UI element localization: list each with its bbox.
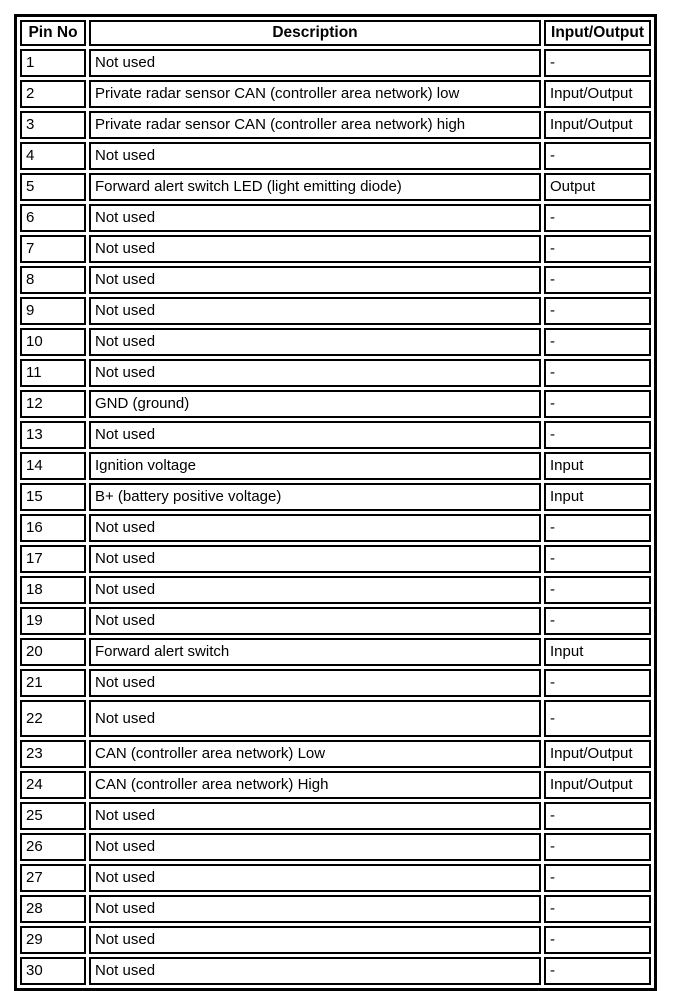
input-output-cell: - — [544, 421, 651, 449]
description-cell: Not used — [89, 421, 541, 449]
input-output-cell: - — [544, 49, 651, 77]
pin-no-cell: 25 — [20, 802, 86, 830]
pin-no-cell: 18 — [20, 576, 86, 604]
header-row — [20, 20, 651, 46]
pin-no-cell: 15 — [20, 483, 86, 511]
pin-no-cell: 21 — [20, 669, 86, 697]
description-cell: Not used — [89, 669, 541, 697]
table-row — [20, 638, 651, 666]
table-row — [20, 771, 651, 799]
table-row — [20, 700, 651, 737]
pin-no-cell: 5 — [20, 173, 86, 201]
description-cell: GND (ground) — [89, 390, 541, 418]
header-description: Description — [89, 20, 541, 46]
input-output-cell: - — [544, 833, 651, 861]
table-row — [20, 111, 651, 139]
header-pin-no: Pin No — [20, 20, 86, 46]
description-cell: Not used — [89, 802, 541, 830]
pin-no-cell: 7 — [20, 235, 86, 263]
table-row — [20, 483, 651, 511]
input-output-cell: Input — [544, 638, 651, 666]
description-cell: Not used — [89, 833, 541, 861]
description-cell: CAN (controller area network) High — [89, 771, 541, 799]
pinout-table — [14, 14, 657, 991]
pin-no-cell: 1 — [20, 49, 86, 77]
description-cell: Not used — [89, 297, 541, 325]
description-cell: Private radar sensor CAN (controller area network) low — [89, 80, 541, 108]
description-cell: Not used — [89, 607, 541, 635]
pin-no-cell: 24 — [20, 771, 86, 799]
description-cell: Not used — [89, 576, 541, 604]
table-row — [20, 80, 651, 108]
input-output-cell: Input/Output — [544, 740, 651, 768]
table-row — [20, 297, 651, 325]
input-output-cell: - — [544, 895, 651, 923]
table-row — [20, 359, 651, 387]
pin-no-cell: 17 — [20, 545, 86, 573]
table-row — [20, 452, 651, 480]
description-cell: Not used — [89, 359, 541, 387]
table-row — [20, 390, 651, 418]
description-cell: CAN (controller area network) Low — [89, 740, 541, 768]
pin-no-cell: 10 — [20, 328, 86, 356]
description-cell: B+ (battery positive voltage) — [89, 483, 541, 511]
input-output-cell: - — [544, 700, 651, 737]
input-output-cell: - — [544, 390, 651, 418]
table-row — [20, 895, 651, 923]
input-output-cell: - — [544, 297, 651, 325]
pinout-table-body — [20, 49, 651, 985]
pin-no-cell: 30 — [20, 957, 86, 985]
table-row — [20, 49, 651, 77]
table-row — [20, 926, 651, 954]
input-output-cell: - — [544, 204, 651, 232]
input-output-cell: - — [544, 514, 651, 542]
table-row — [20, 740, 651, 768]
pin-no-cell: 26 — [20, 833, 86, 861]
description-cell: Not used — [89, 700, 541, 737]
table-row — [20, 576, 651, 604]
table-row — [20, 545, 651, 573]
description-cell: Not used — [89, 864, 541, 892]
input-output-cell: - — [544, 266, 651, 294]
input-output-cell: - — [544, 802, 651, 830]
table-row — [20, 833, 651, 861]
description-cell: Not used — [89, 328, 541, 356]
description-cell: Not used — [89, 895, 541, 923]
table-row — [20, 328, 651, 356]
pin-no-cell: 23 — [20, 740, 86, 768]
header-input-output: Input/Output — [544, 20, 651, 46]
pin-no-cell: 20 — [20, 638, 86, 666]
input-output-cell: Input/Output — [544, 771, 651, 799]
pin-no-cell: 13 — [20, 421, 86, 449]
table-row — [20, 421, 651, 449]
input-output-cell: - — [544, 926, 651, 954]
pin-no-cell: 19 — [20, 607, 86, 635]
description-cell: Not used — [89, 957, 541, 985]
pin-no-cell: 11 — [20, 359, 86, 387]
input-output-cell: - — [544, 359, 651, 387]
pin-no-cell: 14 — [20, 452, 86, 480]
description-cell: Not used — [89, 235, 541, 263]
input-output-cell: - — [544, 576, 651, 604]
table-row — [20, 669, 651, 697]
pin-no-cell: 6 — [20, 204, 86, 232]
input-output-cell: Input/Output — [544, 111, 651, 139]
pin-no-cell: 12 — [20, 390, 86, 418]
pin-no-cell: 28 — [20, 895, 86, 923]
input-output-cell: - — [544, 545, 651, 573]
description-cell: Not used — [89, 204, 541, 232]
input-output-cell: - — [544, 142, 651, 170]
table-row — [20, 173, 651, 201]
input-output-cell: Input — [544, 483, 651, 511]
table-row — [20, 235, 651, 263]
input-output-cell: - — [544, 235, 651, 263]
pin-no-cell: 27 — [20, 864, 86, 892]
pin-no-cell: 3 — [20, 111, 86, 139]
pin-no-cell: 22 — [20, 700, 86, 737]
pin-no-cell: 9 — [20, 297, 86, 325]
pin-no-cell: 29 — [20, 926, 86, 954]
input-output-cell: - — [544, 957, 651, 985]
input-output-cell: - — [544, 328, 651, 356]
input-output-cell: Input — [544, 452, 651, 480]
description-cell: Private radar sensor CAN (controller area network) high — [89, 111, 541, 139]
pin-no-cell: 2 — [20, 80, 86, 108]
pin-no-cell: 8 — [20, 266, 86, 294]
description-cell: Not used — [89, 49, 541, 77]
table-row — [20, 957, 651, 985]
pinout-table-header — [20, 20, 651, 46]
description-cell: Not used — [89, 926, 541, 954]
table-row — [20, 204, 651, 232]
input-output-cell: Input/Output — [544, 80, 651, 108]
description-cell: Ignition voltage — [89, 452, 541, 480]
description-cell: Forward alert switch — [89, 638, 541, 666]
table-row — [20, 802, 651, 830]
description-cell: Not used — [89, 142, 541, 170]
description-cell: Not used — [89, 266, 541, 294]
description-cell: Not used — [89, 514, 541, 542]
description-cell: Not used — [89, 545, 541, 573]
table-row — [20, 607, 651, 635]
table-row — [20, 142, 651, 170]
input-output-cell: - — [544, 607, 651, 635]
input-output-cell: - — [544, 669, 651, 697]
input-output-cell: - — [544, 864, 651, 892]
pin-no-cell: 16 — [20, 514, 86, 542]
table-row — [20, 514, 651, 542]
pin-no-cell: 4 — [20, 142, 86, 170]
table-row — [20, 864, 651, 892]
description-cell: Forward alert switch LED (light emitting diode) — [89, 173, 541, 201]
table-row — [20, 266, 651, 294]
input-output-cell: Output — [544, 173, 651, 201]
